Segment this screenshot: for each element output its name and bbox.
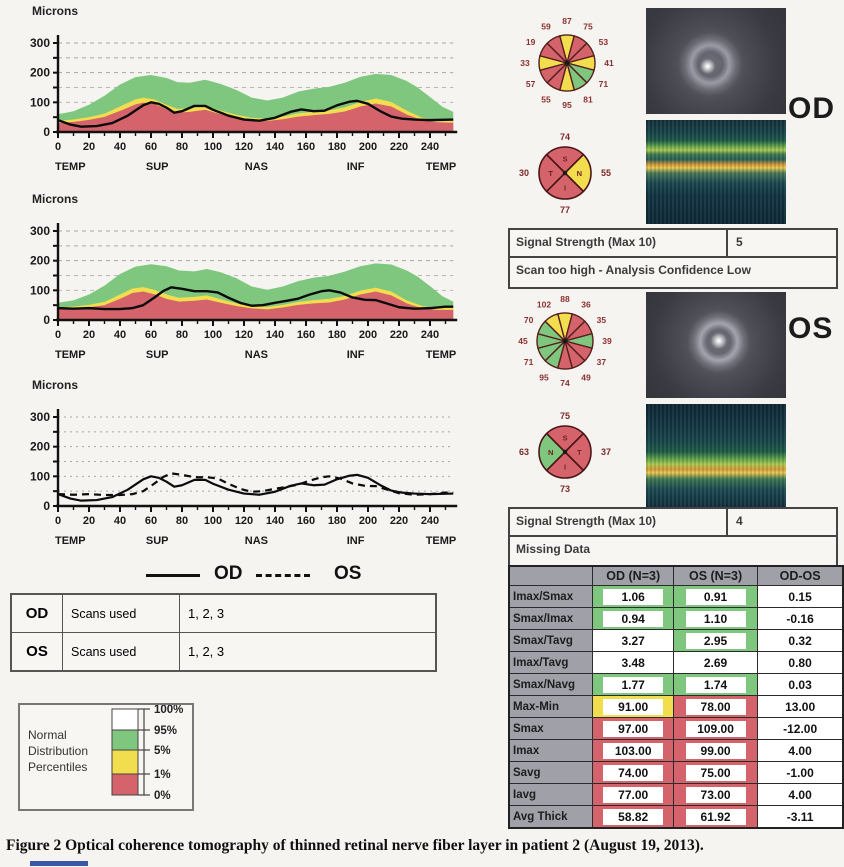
od-thickness-chart-block [8, 4, 498, 187]
svg-text:20: 20 [82, 329, 96, 341]
corner-cell [509, 566, 593, 586]
svg-text:140: 140 [265, 515, 285, 527]
svg-text:100: 100 [203, 141, 223, 153]
od-value-cell [593, 806, 673, 829]
svg-text:INF: INF [346, 349, 365, 361]
row-label: Savg [509, 762, 593, 784]
od-signal-value: 5 [736, 235, 743, 249]
row-label: Avg Thick [509, 806, 593, 829]
os-line [58, 473, 453, 495]
od-os-difference: 4.00 [758, 784, 843, 806]
row-label: Smax [509, 718, 593, 740]
svg-text:TEMP: TEMP [425, 161, 457, 173]
svg-text:88: 88 [560, 294, 570, 304]
od-value-cell [593, 674, 673, 696]
od-signal-box [508, 228, 838, 289]
scans-od-value: 1, 2, 3 [180, 594, 437, 633]
od-value-cell [593, 718, 673, 740]
svg-text:41: 41 [604, 58, 614, 68]
svg-text:0: 0 [54, 141, 62, 153]
svg-text:160: 160 [296, 141, 316, 153]
y-axis-title-os: Microns [32, 192, 79, 206]
quadrants [519, 411, 611, 494]
svg-text:120: 120 [234, 329, 254, 341]
row-label: Imax/Smax [509, 586, 593, 608]
svg-text:40: 40 [113, 329, 127, 341]
svg-text:N: N [576, 169, 583, 178]
table-row [11, 633, 436, 672]
percentile-stack [112, 705, 183, 802]
svg-text:TEMP: TEMP [55, 535, 86, 547]
svg-text:19: 19 [525, 37, 536, 47]
svg-text:30: 30 [518, 168, 530, 178]
od-value-cell [593, 652, 673, 674]
od-fundus-image [646, 8, 786, 114]
page-edge-decoration [30, 861, 88, 866]
legend-title-line: Percentiles [28, 760, 88, 774]
os-value-cell [673, 806, 757, 829]
od-value: 91.00 [603, 699, 663, 715]
svg-text:95%: 95% [154, 725, 178, 737]
percentile-legend-box [18, 703, 194, 811]
legend-od-label: OD [214, 563, 243, 584]
svg-text:200: 200 [358, 141, 378, 153]
svg-text:140: 140 [265, 329, 285, 341]
od-os-difference: 0.80 [758, 652, 843, 674]
svg-text:240: 240 [420, 141, 440, 153]
svg-text:180: 180 [327, 141, 347, 153]
os-quadrant-pie [505, 401, 625, 503]
svg-text:20: 20 [82, 515, 96, 527]
od-signal-row [508, 228, 838, 258]
svg-text:73: 73 [559, 484, 571, 494]
os-value-cell [673, 762, 757, 784]
od-signal-label: Signal Strength (Max 10) [510, 230, 728, 256]
svg-text:95: 95 [539, 372, 549, 383]
y-axis-title-overlay: Microns [32, 378, 79, 392]
svg-text:100: 100 [29, 95, 50, 110]
od-os-difference: -1.00 [758, 762, 843, 784]
od-value: 74.00 [603, 765, 663, 781]
od-os-difference: 13.00 [758, 696, 843, 718]
svg-text:53: 53 [598, 37, 609, 47]
svg-text:TEMP: TEMP [425, 535, 457, 547]
os-value: 109.00 [686, 721, 746, 737]
svg-text:300: 300 [29, 36, 50, 50]
chart-content [30, 409, 457, 547]
od-clock-hours-pie [512, 6, 622, 118]
os-thickness-chart-block [8, 192, 498, 375]
svg-text:0: 0 [54, 515, 62, 527]
os-value-cell [673, 696, 757, 718]
svg-text:70: 70 [523, 315, 534, 325]
svg-text:75: 75 [559, 411, 571, 421]
os-value: 2.95 [686, 633, 746, 649]
table-header-row [509, 566, 843, 586]
svg-text:220: 220 [389, 141, 409, 153]
od-os-difference: -3.11 [758, 806, 843, 829]
svg-text:220: 220 [389, 515, 409, 527]
os-value-cell [673, 674, 757, 696]
svg-text:120: 120 [234, 515, 254, 527]
row-label: Imax/Tavg [509, 652, 593, 674]
svg-text:200: 200 [29, 253, 50, 268]
od-value: 77.00 [603, 787, 663, 803]
svg-text:160: 160 [296, 329, 316, 341]
svg-text:35: 35 [596, 315, 607, 325]
svg-text:SUP: SUP [145, 349, 169, 361]
svg-text:0: 0 [43, 499, 50, 513]
od-value: 97.00 [603, 721, 663, 737]
os-signal-row [508, 507, 838, 537]
overlay-legend [138, 562, 388, 588]
od-os-difference: 0.03 [758, 674, 843, 696]
os-value-cell [673, 608, 757, 630]
os-signal-message: Missing Data [508, 537, 838, 568]
os-value: 61.92 [686, 809, 746, 825]
scans-od-eye: OD [11, 594, 63, 633]
os-value: 0.91 [686, 589, 746, 605]
os-value-cell [673, 630, 757, 652]
svg-text:81: 81 [583, 94, 593, 105]
row-label: Iavg [509, 784, 593, 806]
svg-text:TEMP: TEMP [55, 349, 86, 361]
od-eye-label: OD [788, 92, 835, 125]
os-signal-label: Signal Strength (Max 10) [510, 509, 728, 535]
svg-text:I: I [563, 462, 567, 472]
os-clock-hours-pie [510, 284, 620, 396]
overlay-chart-block [8, 378, 498, 561]
svg-text:100%: 100% [154, 705, 184, 716]
svg-text:55: 55 [600, 168, 612, 178]
svg-text:0: 0 [43, 125, 50, 139]
scans-used-table [10, 593, 437, 672]
svg-text:NAS: NAS [244, 535, 269, 547]
od-value: 58.82 [603, 809, 663, 825]
svg-text:T: T [577, 448, 582, 457]
svg-text:100: 100 [203, 329, 223, 341]
os-signal-box [508, 507, 838, 568]
os-value-cell [673, 652, 757, 674]
svg-text:180: 180 [327, 329, 347, 341]
table-row [509, 608, 843, 630]
svg-text:200: 200 [358, 329, 378, 341]
os-value: 99.00 [686, 743, 746, 759]
svg-text:75: 75 [583, 21, 593, 32]
svg-text:60: 60 [144, 141, 158, 153]
od-os-overlay-chart [8, 398, 498, 556]
svg-text:INF: INF [346, 535, 365, 547]
os-fundus-image [646, 292, 786, 398]
svg-text:59: 59 [541, 21, 551, 32]
od-thickness-chart [8, 24, 498, 182]
row-label: Imax [509, 740, 593, 762]
table-row [11, 594, 436, 633]
scans-os-label: Scans used [63, 633, 180, 672]
y-axis-title-od: Microns [32, 4, 79, 18]
svg-text:77: 77 [559, 205, 571, 215]
od-value: 1.77 [603, 677, 663, 693]
legend-os-label: OS [334, 563, 362, 584]
svg-text:120: 120 [234, 141, 254, 153]
svg-text:71: 71 [598, 79, 609, 89]
clock-hours [520, 16, 614, 110]
table-row [509, 630, 843, 652]
percentile-color-scale [20, 705, 192, 807]
svg-text:60: 60 [144, 329, 158, 341]
table-row [509, 696, 843, 718]
svg-text:INF: INF [346, 161, 365, 173]
svg-text:40: 40 [113, 515, 127, 527]
clock-hours [518, 294, 612, 388]
row-label: Smax/Navg [509, 674, 593, 696]
svg-text:220: 220 [389, 329, 409, 341]
od-value-cell [593, 740, 673, 762]
svg-text:240: 240 [420, 329, 440, 341]
od-os-difference: -0.16 [758, 608, 843, 630]
svg-text:33: 33 [520, 58, 530, 68]
od-value: 1.06 [603, 589, 663, 605]
svg-text:1%: 1% [154, 769, 171, 781]
figure-caption: Figure 2 Optical coherence tomography of thinned retinal nerve fiber layer in patient 2 (August 19, 2013). [6, 837, 704, 854]
os-oct-bscan-image [646, 404, 786, 508]
os-value: 1.10 [686, 611, 746, 627]
table-row [509, 784, 843, 806]
svg-text:5%: 5% [154, 745, 171, 757]
svg-text:200: 200 [358, 515, 378, 527]
svg-text:95: 95 [562, 100, 572, 110]
svg-text:200: 200 [29, 439, 50, 454]
svg-text:102: 102 [536, 299, 552, 310]
table-row [509, 718, 843, 740]
quadrants [519, 132, 611, 215]
od-os-difference: 4.00 [758, 740, 843, 762]
chart-content [30, 35, 457, 173]
svg-text:N: N [547, 448, 554, 457]
thickness-comparison-table [508, 565, 844, 829]
column-header: OD-OS [758, 566, 843, 586]
svg-text:T: T [548, 169, 553, 178]
svg-text:0: 0 [54, 329, 62, 341]
svg-text:0%: 0% [154, 790, 171, 802]
scans-os-eye: OS [11, 633, 63, 672]
column-header: OS (N=3) [673, 566, 757, 586]
svg-text:80: 80 [175, 515, 189, 527]
svg-text:SUP: SUP [145, 535, 169, 547]
row-label: Max-Min [509, 696, 593, 718]
od-value: 103.00 [603, 743, 663, 759]
os-value-cell [673, 718, 757, 740]
svg-text:87: 87 [562, 16, 572, 26]
svg-text:160: 160 [296, 515, 316, 527]
svg-text:100: 100 [29, 469, 50, 484]
svg-text:TEMP: TEMP [55, 161, 86, 173]
od-os-difference: -12.00 [758, 718, 843, 740]
od-oct-bscan-image [646, 120, 786, 224]
os-value: 75.00 [686, 765, 746, 781]
svg-text:240: 240 [420, 515, 440, 527]
svg-text:57: 57 [525, 79, 536, 89]
scans-od-label: Scans used [63, 594, 180, 633]
od-quadrant-pie [505, 122, 625, 224]
legend-title-line: Normal [28, 728, 67, 742]
od-value-cell [593, 696, 673, 718]
od-signal-message: Scan too high - Analysis Confidence Low [508, 258, 838, 289]
svg-text:71: 71 [523, 357, 534, 367]
od-value-cell [593, 762, 673, 784]
table-row [509, 806, 843, 829]
svg-text:37: 37 [596, 357, 607, 367]
column-header: OD (N=3) [593, 566, 673, 586]
table-row [509, 674, 843, 696]
os-value: 2.69 [686, 655, 746, 671]
os-value: 1.74 [686, 677, 746, 693]
svg-text:300: 300 [29, 224, 50, 238]
os-eye-label: OS [788, 312, 834, 345]
table-row [509, 740, 843, 762]
os-value-cell [673, 784, 757, 806]
od-value: 0.94 [603, 611, 663, 627]
svg-text:20: 20 [82, 141, 96, 153]
os-value: 78.00 [686, 699, 746, 715]
os-value-cell [673, 740, 757, 762]
svg-text:100: 100 [203, 515, 223, 527]
svg-text:63: 63 [518, 447, 530, 457]
od-os-difference: 0.32 [758, 630, 843, 652]
od-line [58, 475, 453, 501]
row-label: Smax/Imax [509, 608, 593, 630]
od-value-cell [593, 608, 673, 630]
row-label: Smax/Tavg [509, 630, 593, 652]
svg-text:39: 39 [602, 336, 612, 346]
os-value: 73.00 [686, 787, 746, 803]
svg-text:S: S [562, 433, 568, 443]
od-value: 3.48 [603, 655, 663, 671]
svg-text:80: 80 [175, 141, 189, 153]
chart-content [30, 223, 457, 361]
svg-text:140: 140 [265, 141, 285, 153]
od-os-difference: 0.15 [758, 586, 843, 608]
os-thickness-chart [8, 212, 498, 370]
table-row [509, 762, 843, 784]
svg-text:80: 80 [175, 329, 189, 341]
legend-title-line: Distribution [28, 744, 89, 758]
svg-text:0: 0 [43, 313, 50, 327]
svg-text:I: I [563, 183, 567, 193]
svg-text:300: 300 [29, 410, 50, 424]
od-solid-line-sample [146, 574, 200, 577]
svg-text:45: 45 [518, 336, 528, 346]
od-value-cell [593, 586, 673, 608]
svg-text:49: 49 [581, 372, 591, 383]
svg-text:40: 40 [113, 141, 127, 153]
svg-text:36: 36 [581, 299, 591, 310]
svg-text:60: 60 [144, 515, 158, 527]
os-signal-value: 4 [736, 514, 743, 528]
od-value-cell [593, 784, 673, 806]
svg-text:74: 74 [559, 132, 571, 142]
svg-text:100: 100 [29, 283, 50, 298]
svg-text:NAS: NAS [244, 349, 269, 361]
table-row [509, 586, 843, 608]
svg-text:S: S [562, 154, 568, 164]
svg-text:37: 37 [600, 447, 612, 457]
scans-os-value: 1, 2, 3 [180, 633, 437, 672]
svg-text:74: 74 [560, 378, 570, 388]
table-row [509, 652, 843, 674]
os-value-cell [673, 586, 757, 608]
od-value-cell [593, 630, 673, 652]
svg-text:NAS: NAS [244, 161, 269, 173]
svg-text:200: 200 [29, 65, 50, 80]
svg-text:SUP: SUP [145, 161, 169, 173]
od-value: 3.27 [603, 633, 663, 649]
svg-text:TEMP: TEMP [425, 349, 457, 361]
svg-text:180: 180 [327, 515, 347, 527]
os-dashed-line-sample [256, 574, 310, 577]
svg-text:55: 55 [541, 94, 551, 105]
